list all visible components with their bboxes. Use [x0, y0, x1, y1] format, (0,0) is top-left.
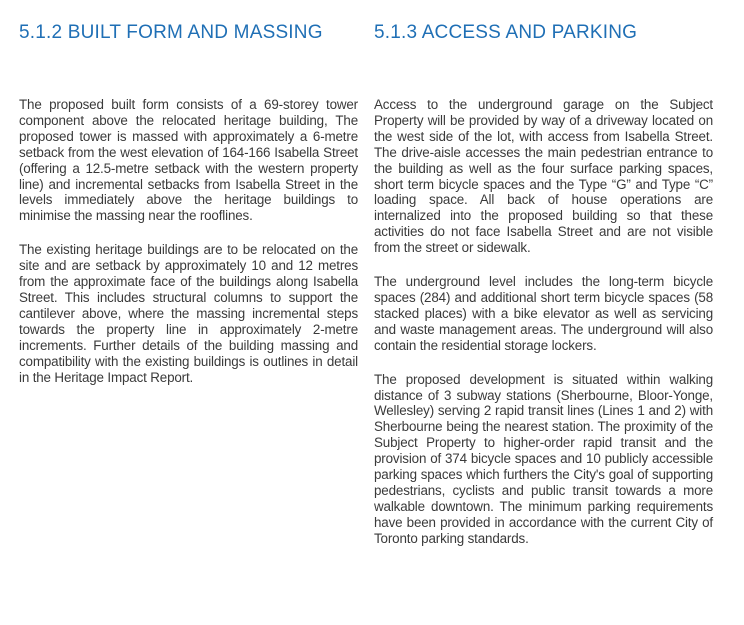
paragraph-access-parking-2: The underground level includes the long-term bicycle spaces (284) and additional short term bicycle spaces (58 stacked places) with a bike elevator as well as servicing and waste management areas. The underground will also contain the residential storage lockers.	[374, 274, 713, 353]
paragraph-access-parking-3: The proposed development is situated within walking distance of 3 subway stations (Sherbourne, Bloor-Yonge, Wellesley) serving 2 rapid transit lines (Lines 1 and 2) with Sherbourne being the nearest station. The proximity of the Subject Property to higher-order rapid transit and the provision of 374 bicycle spaces and 10 publicly accessible parking spaces which furthers the City's goal of supporting pedestrians, cyclists and public transit towards a more walkable downtown. The minimum parking requirements have been provided in accordance with the current City of Toronto parking standards.	[374, 371, 713, 546]
paragraph-built-form-1: The proposed built form consists of a 69-storey tower component above the relocated heritage building, The proposed tower is massed with approximately a 6-metre setback from the west elevation of 164-166 Isabella Street (offering a 12.5-metre setback with the western property line) and incremental setbacks from Isabella Street in the levels immediately above the heritage buildings to minimise the massing near the rooflines.	[19, 97, 358, 224]
paragraph-built-form-2: The existing heritage buildings are to be relocated on the site and are setback by approximately 10 and 12 metres from the approximate face of the buildings along Isabella Street. This includes structural columns to support the cantilever above, where the massing incremental steps towards the property line in approximately 2-metre increments. Further details of the building massing and compatibility with the existing buildings is outlines in detail in the Heritage Impact Report.	[19, 242, 358, 385]
section-heading-built-form: 5.1.2 BUILT FORM AND MASSING	[19, 22, 323, 43]
paragraph-access-parking-1: Access to the underground garage on the Subject Property will be provided by way of a driveway located on the west side of the lot, with access from Isabella Street. The drive-aisle accesses the main pedestrian entrance to the building as well as the four surface parking spaces, short term bicycle spaces and the Type “G” and Type “C” loading space. All back of house operations are internalized into the proposed building so that these activities do not face Isabella Street and are not visible from the street or sidewalk.	[374, 97, 713, 256]
section-body-built-form	[19, 97, 358, 403]
section-heading-access-parking: 5.1.3 ACCESS AND PARKING	[374, 22, 638, 43]
section-body-access-parking	[374, 97, 713, 565]
